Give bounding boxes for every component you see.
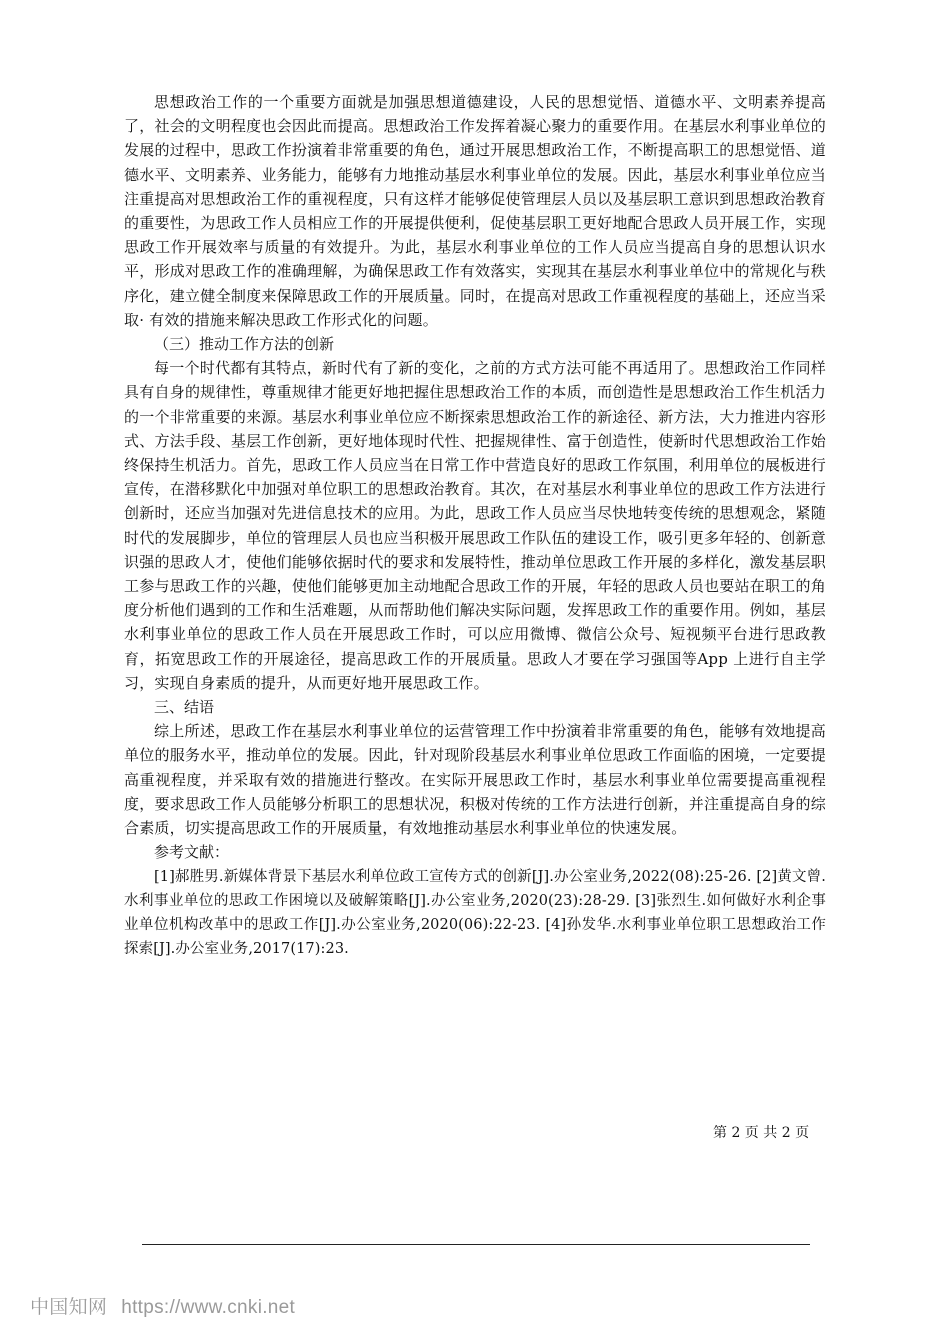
cnki-watermark xyxy=(30,1292,295,1319)
document-page xyxy=(124,90,826,961)
paragraph-conclusion: 综上所述，思政工作在基层水利事业单位的运营管理工作中扮演着非常重要的角色，能够有效地提高单位的服务水平，推动单位的发展。因此，针对现阶段基层水利事业单位思政工作面临的困境，一定要提高重视程度，并采取有效的措施进行整改。在实际开展思政工作时，基层水利事业单位需要提高重视程度，要求思政工作人员能够分析职工的思想状况，积极对传统的工作方法进行创新，并注重提高自身的综合素质，切实提高思政工作的开展质量，有效地推动基层水利事业单位的快速发展。 xyxy=(124,722,826,838)
section-heading-method-innovation: （三）推动工作方法的创新 xyxy=(154,335,335,354)
section-heading-conclusion: 三、结语 xyxy=(154,698,215,717)
watermark-brand: 中国知网 xyxy=(30,1297,108,1318)
references-title: 参考文献： xyxy=(154,843,230,862)
paragraph-method-innovation: 每一个时代都有其特点，新时代有了新的变化，之前的方式方法可能不再适用了。思想政治工作同样具有自身的规律性，尊重规律才能更好地把握住思想政治工作的本质，而创造性是思想政治工作生机活力的一个非常重要的来源。基层水利事业单位应不断探索思想政治工作的新途径、新方法，大力推进内容形式、方法手段、基层工作创新，更好地体现时代性、把握规律性、富于创造性，使新时代思想政治工作始终保持生机活力。首先，思政工作人员应当在日常工作中营造良好的思政工作氛围，利用单位的展板进行宣传，在潜移默化中加强对单位职工的思想政治教育。其次，在对基层水利事业单位的思政工作方法进行创新时，还应当加强对先进信息技术的应用。为此，思政工作人员应当尽快地转变传统的思想观念，紧随时代的发展脚步，单位的管理层人员也应当积极开展思政工作队伍的建设工作，吸引更多年轻的、创新意识强的思政人才，使他们能够依据时代的要求和发展特性，推动单位思政工作开展的多样化，激发基层职工参与思政工作的兴趣，使他们能够更加主动地配合思政工作的开展，年轻的思政人员也要站在职工的角度分析他们遇到的工作和生活难题，从而帮助他们解决实际问题，发挥思政工作的重要作用。例如，基层水利事业单位的思政工作人员在开展思政工作时，可以应用微博、微信公众号、短视频平台进行思政教育，拓宽思政工作的开展途径，提高思政工作的开展质量。思政人才要在学习强国等App 上进行自主学习，实现自身素质的提升，从而更好地开展思政工作。 xyxy=(124,359,826,692)
page-number: 第 2 页 共 2 页 xyxy=(713,1125,810,1141)
watermark-url[interactable]: https://www.cnki.net xyxy=(121,1297,296,1318)
references-list: [1]郝胜男.新媒体背景下基层水利单位政工宣传方式的创新[J].办公室业务,2022(08):25-26. [2]黄文曾.水利事业单位的思政工作困境以及破解策略[J].办公室业务,2020(23):28-29. [3]张烈生.如何做好水利企事业单位机构改革中的思政工作[J].办公室业务,2020(06):22-23. [4]孙发华.水利事业单位职工思想政治工作探索[J].办公室业务,2017(17):23. xyxy=(124,868,826,958)
paragraph-ideology-importance: 思想政治工作的一个重要方面就是加强思想道德建设，人民的思想觉悟、道德水平、文明素养提高了，社会的文明程度也会因此而提高。思想政治工作发挥着凝心聚力的重要作用。在基层水利事业单位的发展的过程中，思政工作扮演着非常重要的角色，通过开展思想政治工作，不断提高职工的思想觉悟、道德水平、文明素养、业务能力，能够有力地推动基层水利事业单位的发展。因此，基层水利事业单位应当注重提高对思想政治工作的重视程度，只有这样才能够促使管理层人员以及基层职工意识到思想政治教育的重要性，为思政工作人员相应工作的开展提供便利，促使基层职工更好地配合思政人员开展工作，实现思政工作开展效率与质量的有效提升。为此，基层水利事业单位的工作人员应当提高自身的思想认识水平，形成对思政工作的准确理解，为确保思政工作有效落实，实现其在基层水利事业单位中的常规化与秩序化，建立健全制度来保障思政工作的开展质量。同时，在提高对思政工作重视程度的基础上，还应当采取· 有效的措施来解决思政工作形式化的问题。 xyxy=(124,93,826,329)
footer-divider xyxy=(142,1244,810,1245)
